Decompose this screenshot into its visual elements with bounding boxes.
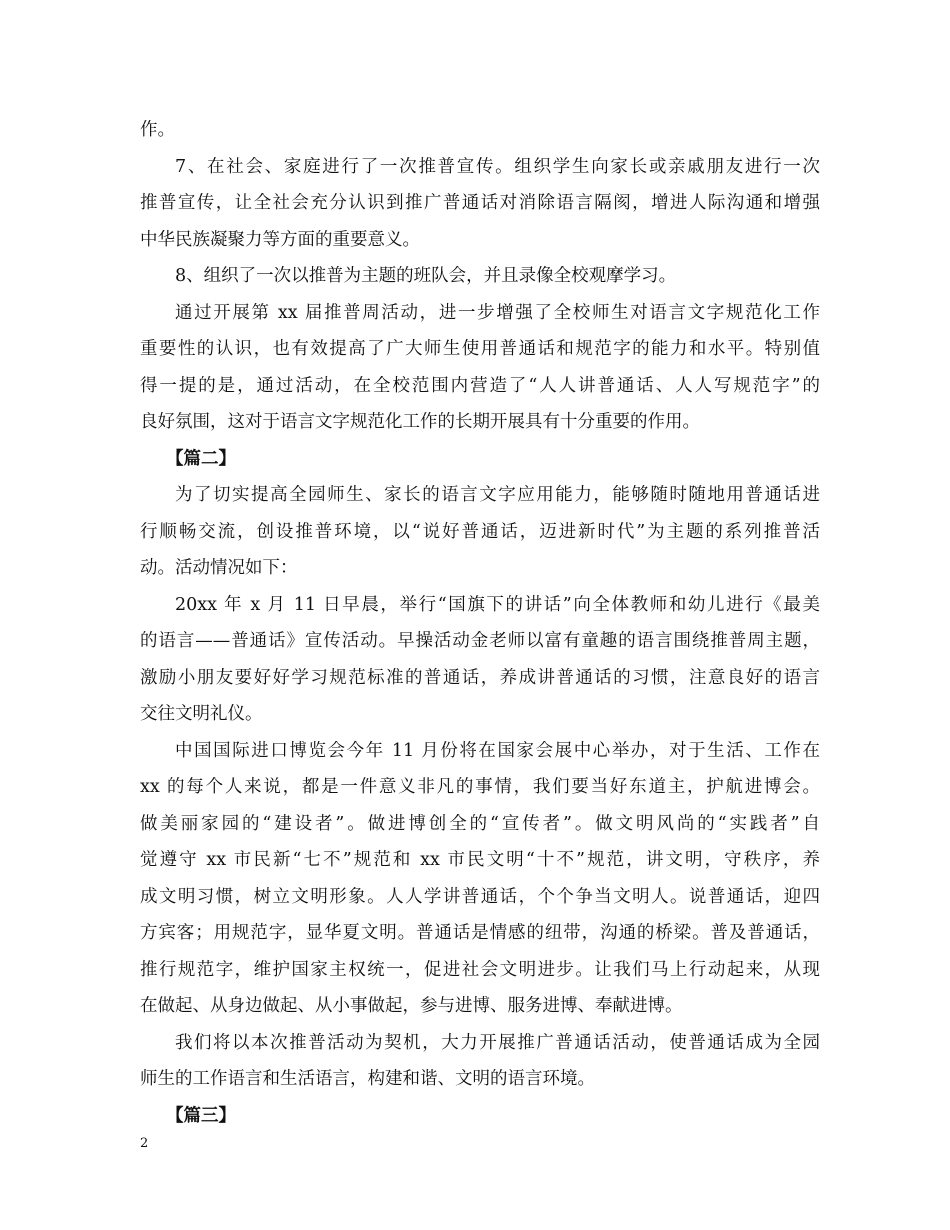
section-heading: 【篇三】 [166,1105,236,1126]
text-line: 行顺畅交流，创设推普环境，以“说好普通话，迈进新时代”为主题的系列推普活 [140,521,820,542]
text-line: 觉遵守 xx 市民新“七不”规范和 xx 市民文明“十不”规范，讲文明，守秩序，养 [140,850,820,870]
document-body [140,112,820,1134]
text-line: 师生的工作语言和生活语言，构建和谐、文明的语言环境。 [140,1069,595,1089]
paragraph-first-line: 通过开展第 xx 届推普周活动，进一步增强了全校师生对语言文字规范化工作 [175,302,820,323]
text-line: 中华民族凝聚力等方面的重要意义。 [140,229,420,250]
text-line: 得一提的是，通过活动，在全校范围内营造了“人人讲普通话、人人写规范字”的 [140,375,820,396]
text-line: 重要性的认识，也有效提高了广大师生使用普通话和规范字的能力和水平。特别值 [140,339,820,359]
paragraph-first-line: 我们将以本次推普活动为契机，大力开展推广普通话活动，使普通话成为全园 [175,1032,820,1053]
text-line: 交往文明礼仪。 [140,704,263,724]
text-line: 方宾客；用规范字，显华夏文明。普通话是情感的纽带，沟通的桥梁。普及普通话， [140,923,820,943]
section-heading: 【篇二】 [166,448,236,469]
paragraph-first-line: 为了切实提高全园师生、家长的语言文字应用能力，能够随时随地用普通话进 [175,485,820,505]
text-line: 推普宣传，让全社会充分认识到推广普通话对消除语言隔阂，增进人际沟通和增强 [140,193,820,213]
text-line: 成文明习惯，树立文明形象。人人学讲普通话，个个争当文明人。说普通话，迎四 [140,886,820,907]
text-line: 良好氛围，这对于语言文字规范化工作的长期开展具有十分重要的作用。 [140,412,700,432]
text-line: 做美丽家园的“建设者”。做进博创全的“宣传者”。做文明风尚的“实践者”自 [140,813,820,834]
text-line: xx 的每个人来说，都是一件意义非凡的事情，我们要当好东道主，护航进博会。 [140,777,820,797]
text-line: 的语言——普通话》宣传活动。早操活动金老师以富有童趣的语言围绕推普周主题， [140,631,820,651]
text-line: 激励小朋友要好好学习规范标准的普通话，养成讲普通话的习惯，注意良好的语言 [140,667,820,688]
text-line: 动。活动情况如下： [140,558,298,578]
paragraph-first-line: 8、组织了一次以推普为主题的班队会，并且录像全校观摩学习。 [175,266,677,286]
paragraph-first-line: 20xx 年 x 月 11 日早晨，举行“国旗下的讲话”向全体教师和幼儿进行《最美 [175,594,820,615]
text-line: 作。 [140,120,175,140]
text-line: 在做起、从身边做起、从小事做起，参与进博、服务进博、奉献进博。 [140,996,683,1016]
text-line: 推行规范字，维护国家主权统一，促进社会文明进步。让我们马上行动起来，从现 [140,959,820,980]
paragraph-first-line: 中国国际进口博览会今年 11 月份将在国家会展中心举办，对于生活、工作在 [175,740,820,761]
paragraph-first-line: 7、在社会、家庭进行了一次推普宣传。组织学生向家长或亲戚朋友进行一次 [175,156,820,177]
page-number: 2 [140,1136,149,1151]
